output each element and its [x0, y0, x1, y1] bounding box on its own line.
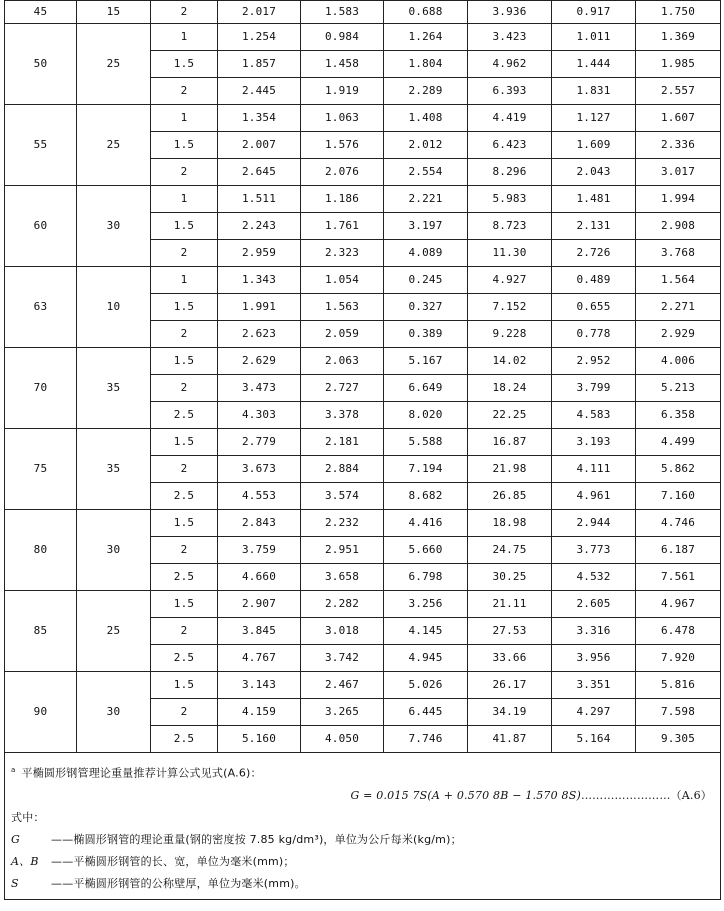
wall-thickness-cell: 1.5	[151, 429, 218, 456]
value-cell: 2.323	[301, 240, 384, 267]
value-cell: 11.30	[468, 240, 552, 267]
wall-thickness-cell: 2	[151, 1, 218, 24]
table-row	[5, 105, 721, 132]
value-cell: 4.416	[384, 510, 468, 537]
footnote-text: 平椭圆形钢管理论重量推荐计算公式见式(A.6)：	[21, 766, 262, 780]
value-cell: 30.25	[468, 564, 552, 591]
value-cell: 4.159	[218, 699, 301, 726]
value-cell: 5.164	[552, 726, 636, 753]
value-cell: 1.564	[636, 267, 721, 294]
formula: G = 0.015 7S(A + 0.570 8B − 1.570 8S)	[350, 788, 581, 802]
value-cell: 7.160	[636, 483, 721, 510]
dimension-b-cell: 25	[77, 591, 151, 672]
value-cell: 0.655	[552, 294, 636, 321]
dimension-b-cell: 35	[77, 429, 151, 510]
value-cell: 2.726	[552, 240, 636, 267]
wall-thickness-cell: 2.5	[151, 645, 218, 672]
value-cell: 2.843	[218, 510, 301, 537]
value-cell: 0.489	[552, 267, 636, 294]
value-cell: 6.649	[384, 375, 468, 402]
value-cell: 3.197	[384, 213, 468, 240]
dimension-b-cell: 25	[77, 105, 151, 186]
value-cell: 1.254	[218, 24, 301, 51]
wall-thickness-cell: 2.5	[151, 402, 218, 429]
value-cell: 2.221	[384, 186, 468, 213]
wall-thickness-cell: 1.5	[151, 510, 218, 537]
value-cell: 4.927	[468, 267, 552, 294]
steel-tube-table	[4, 0, 721, 900]
value-cell: 3.193	[552, 429, 636, 456]
value-cell: 2.908	[636, 213, 721, 240]
value-cell: 2.063	[301, 348, 384, 375]
value-cell: 5.213	[636, 375, 721, 402]
value-cell: 1.444	[552, 51, 636, 78]
value-cell: 0.245	[384, 267, 468, 294]
value-cell: 1.576	[301, 132, 384, 159]
footnote-mark: a	[11, 766, 16, 774]
value-cell: 2.007	[218, 132, 301, 159]
spec-page	[4, 0, 720, 900]
dimension-a-cell: 80	[5, 510, 77, 591]
value-cell: 0.778	[552, 321, 636, 348]
value-cell: 14.02	[468, 348, 552, 375]
formula-line	[11, 785, 712, 807]
value-cell: 4.583	[552, 402, 636, 429]
value-cell: 2.282	[301, 591, 384, 618]
value-cell: 3.265	[301, 699, 384, 726]
value-cell: 3.936	[468, 1, 552, 24]
value-cell: 2.907	[218, 591, 301, 618]
dimension-b-cell: 30	[77, 186, 151, 267]
notes-row	[5, 753, 721, 900]
value-cell: 1.985	[636, 51, 721, 78]
value-cell: 4.961	[552, 483, 636, 510]
value-cell: 0.327	[384, 294, 468, 321]
value-cell: 3.773	[552, 537, 636, 564]
wall-thickness-cell: 1.5	[151, 348, 218, 375]
value-cell: 2.131	[552, 213, 636, 240]
value-cell: 3.658	[301, 564, 384, 591]
value-cell: 7.598	[636, 699, 721, 726]
value-cell: 1.831	[552, 78, 636, 105]
value-cell: 2.952	[552, 348, 636, 375]
dimension-b-cell: 15	[77, 1, 151, 24]
value-cell: 4.303	[218, 402, 301, 429]
dimension-a-cell: 45	[5, 1, 77, 24]
value-cell: 8.682	[384, 483, 468, 510]
dimension-a-cell: 63	[5, 267, 77, 348]
value-cell: 22.25	[468, 402, 552, 429]
wall-thickness-cell: 2	[151, 240, 218, 267]
definition-text: ——椭圆形钢管的理论重量(钢的密度按 7.85 kg/dm³)，单位为公斤每米(kg/m)；	[51, 832, 462, 846]
value-cell: 6.393	[468, 78, 552, 105]
dimension-a-cell: 50	[5, 24, 77, 105]
value-cell: 1.609	[552, 132, 636, 159]
definition-text: ——平椭圆形钢管的长、宽，单位为毫米(mm)；	[51, 854, 295, 868]
value-cell: 16.87	[468, 429, 552, 456]
value-cell: 2.076	[301, 159, 384, 186]
wall-thickness-cell: 2	[151, 78, 218, 105]
value-cell: 2.232	[301, 510, 384, 537]
value-cell: 4.967	[636, 591, 721, 618]
value-cell: 5.816	[636, 672, 721, 699]
value-cell: 1.804	[384, 51, 468, 78]
value-cell: 2.727	[301, 375, 384, 402]
value-cell: 6.478	[636, 618, 721, 645]
dimension-a-cell: 90	[5, 672, 77, 753]
value-cell: 0.688	[384, 1, 468, 24]
dimension-b-cell: 25	[77, 24, 151, 105]
value-cell: 6.423	[468, 132, 552, 159]
value-cell: 21.11	[468, 591, 552, 618]
value-cell: 4.767	[218, 645, 301, 672]
value-cell: 6.798	[384, 564, 468, 591]
value-cell: 1.354	[218, 105, 301, 132]
value-cell: 2.779	[218, 429, 301, 456]
wall-thickness-cell: 1.5	[151, 132, 218, 159]
value-cell: 1.054	[301, 267, 384, 294]
wall-thickness-cell: 2.5	[151, 564, 218, 591]
table-row	[5, 510, 721, 537]
value-cell: 4.962	[468, 51, 552, 78]
definition-g	[11, 829, 712, 851]
dimension-a-cell: 75	[5, 429, 77, 510]
value-cell: 3.742	[301, 645, 384, 672]
dimension-b-cell: 30	[77, 672, 151, 753]
value-cell: 3.799	[552, 375, 636, 402]
table-row	[5, 267, 721, 294]
value-cell: 4.419	[468, 105, 552, 132]
value-cell: 2.929	[636, 321, 721, 348]
value-cell: 8.296	[468, 159, 552, 186]
value-cell: 4.553	[218, 483, 301, 510]
value-cell: 1.408	[384, 105, 468, 132]
wall-thickness-cell: 1.5	[151, 294, 218, 321]
value-cell: 6.358	[636, 402, 721, 429]
wall-thickness-cell: 2	[151, 375, 218, 402]
wall-thickness-cell: 2	[151, 618, 218, 645]
value-cell: 2.336	[636, 132, 721, 159]
wall-thickness-cell: 1	[151, 267, 218, 294]
definition-symbol: A、B	[11, 854, 39, 868]
value-cell: 8.020	[384, 402, 468, 429]
formula-ref: ……………………（A.6）	[580, 788, 712, 802]
wall-thickness-cell: 1	[151, 105, 218, 132]
value-cell: 4.297	[552, 699, 636, 726]
dimension-b-cell: 30	[77, 510, 151, 591]
wall-thickness-cell: 2.5	[151, 483, 218, 510]
value-cell: 2.467	[301, 672, 384, 699]
value-cell: 2.012	[384, 132, 468, 159]
value-cell: 3.845	[218, 618, 301, 645]
notes-cell	[5, 753, 721, 900]
value-cell: 3.017	[636, 159, 721, 186]
value-cell: 4.006	[636, 348, 721, 375]
value-cell: 26.85	[468, 483, 552, 510]
value-cell: 0.984	[301, 24, 384, 51]
value-cell: 3.378	[301, 402, 384, 429]
value-cell: 4.089	[384, 240, 468, 267]
value-cell: 3.316	[552, 618, 636, 645]
value-cell: 1.919	[301, 78, 384, 105]
value-cell: 1.369	[636, 24, 721, 51]
value-cell: 34.19	[468, 699, 552, 726]
value-cell: 2.181	[301, 429, 384, 456]
value-cell: 2.043	[552, 159, 636, 186]
value-cell: 1.458	[301, 51, 384, 78]
value-cell: 6.445	[384, 699, 468, 726]
definition-text: ——平椭圆形钢管的公称壁厚，单位为毫米(mm)。	[51, 876, 306, 890]
definition-symbol: S	[11, 876, 19, 890]
value-cell: 3.256	[384, 591, 468, 618]
value-cell: 7.746	[384, 726, 468, 753]
value-cell: 3.423	[468, 24, 552, 51]
value-cell: 4.945	[384, 645, 468, 672]
table-row	[5, 591, 721, 618]
value-cell: 5.983	[468, 186, 552, 213]
wall-thickness-cell: 2	[151, 321, 218, 348]
definition-symbol: G	[11, 832, 20, 846]
value-cell: 1.511	[218, 186, 301, 213]
value-cell: 3.956	[552, 645, 636, 672]
value-cell: 1.343	[218, 267, 301, 294]
value-cell: 26.17	[468, 672, 552, 699]
value-cell: 5.160	[218, 726, 301, 753]
wall-thickness-cell: 1.5	[151, 591, 218, 618]
value-cell: 1.857	[218, 51, 301, 78]
wall-thickness-cell: 2	[151, 537, 218, 564]
table-row	[5, 348, 721, 375]
value-cell: 5.026	[384, 672, 468, 699]
table-body	[5, 1, 721, 753]
value-cell: 2.554	[384, 159, 468, 186]
value-cell: 2.271	[636, 294, 721, 321]
value-cell: 2.629	[218, 348, 301, 375]
wall-thickness-cell: 1.5	[151, 51, 218, 78]
value-cell: 5.588	[384, 429, 468, 456]
value-cell: 2.289	[384, 78, 468, 105]
value-cell: 4.050	[301, 726, 384, 753]
definition-ab	[11, 851, 712, 873]
wall-thickness-cell: 2	[151, 699, 218, 726]
value-cell: 5.167	[384, 348, 468, 375]
table-row	[5, 186, 721, 213]
value-cell: 3.143	[218, 672, 301, 699]
value-cell: 2.445	[218, 78, 301, 105]
value-cell: 18.98	[468, 510, 552, 537]
value-cell: 2.059	[301, 321, 384, 348]
value-cell: 2.623	[218, 321, 301, 348]
value-cell: 9.305	[636, 726, 721, 753]
value-cell: 4.660	[218, 564, 301, 591]
table-row	[5, 24, 721, 51]
value-cell: 3.473	[218, 375, 301, 402]
value-cell: 2.884	[301, 456, 384, 483]
value-cell: 24.75	[468, 537, 552, 564]
value-cell: 1.563	[301, 294, 384, 321]
value-cell: 4.746	[636, 510, 721, 537]
value-cell: 2.645	[218, 159, 301, 186]
wall-thickness-cell: 2.5	[151, 726, 218, 753]
value-cell: 2.017	[218, 1, 301, 24]
value-cell: 0.917	[552, 1, 636, 24]
value-cell: 18.24	[468, 375, 552, 402]
definition-s	[11, 873, 712, 895]
value-cell: 1.063	[301, 105, 384, 132]
wall-thickness-cell: 2	[151, 456, 218, 483]
table-row	[5, 1, 721, 24]
wall-thickness-cell: 1	[151, 24, 218, 51]
where-label: 式中：	[11, 810, 45, 824]
value-cell: 1.750	[636, 1, 721, 24]
value-cell: 3.673	[218, 456, 301, 483]
dimension-a-cell: 85	[5, 591, 77, 672]
value-cell: 8.723	[468, 213, 552, 240]
value-cell: 1.481	[552, 186, 636, 213]
dimension-a-cell: 55	[5, 105, 77, 186]
value-cell: 1.186	[301, 186, 384, 213]
dimension-a-cell: 60	[5, 186, 77, 267]
value-cell: 2.951	[301, 537, 384, 564]
value-cell: 4.499	[636, 429, 721, 456]
value-cell: 0.389	[384, 321, 468, 348]
value-cell: 3.351	[552, 672, 636, 699]
value-cell: 7.194	[384, 456, 468, 483]
value-cell: 41.87	[468, 726, 552, 753]
value-cell: 27.53	[468, 618, 552, 645]
dimension-b-cell: 10	[77, 267, 151, 348]
value-cell: 3.768	[636, 240, 721, 267]
value-cell: 9.228	[468, 321, 552, 348]
value-cell: 7.152	[468, 294, 552, 321]
value-cell: 3.574	[301, 483, 384, 510]
value-cell: 2.243	[218, 213, 301, 240]
value-cell: 7.561	[636, 564, 721, 591]
value-cell: 3.759	[218, 537, 301, 564]
value-cell: 2.944	[552, 510, 636, 537]
value-cell: 2.605	[552, 591, 636, 618]
value-cell: 1.011	[552, 24, 636, 51]
value-cell: 1.607	[636, 105, 721, 132]
value-cell: 1.127	[552, 105, 636, 132]
value-cell: 1.761	[301, 213, 384, 240]
value-cell: 2.557	[636, 78, 721, 105]
table-row	[5, 672, 721, 699]
value-cell: 33.66	[468, 645, 552, 672]
wall-thickness-cell: 1.5	[151, 672, 218, 699]
value-cell: 5.660	[384, 537, 468, 564]
value-cell: 4.145	[384, 618, 468, 645]
wall-thickness-cell: 2	[151, 159, 218, 186]
value-cell: 1.991	[218, 294, 301, 321]
wall-thickness-cell: 1	[151, 186, 218, 213]
table-row	[5, 429, 721, 456]
value-cell: 4.111	[552, 456, 636, 483]
value-cell: 7.920	[636, 645, 721, 672]
value-cell: 5.862	[636, 456, 721, 483]
value-cell: 3.018	[301, 618, 384, 645]
value-cell: 21.98	[468, 456, 552, 483]
value-cell: 4.532	[552, 564, 636, 591]
value-cell: 1.994	[636, 186, 721, 213]
dimension-b-cell: 35	[77, 348, 151, 429]
dimension-a-cell: 70	[5, 348, 77, 429]
wall-thickness-cell: 1.5	[151, 213, 218, 240]
value-cell: 1.264	[384, 24, 468, 51]
value-cell: 2.959	[218, 240, 301, 267]
value-cell: 1.583	[301, 1, 384, 24]
footnote-line	[11, 759, 712, 785]
value-cell: 6.187	[636, 537, 721, 564]
